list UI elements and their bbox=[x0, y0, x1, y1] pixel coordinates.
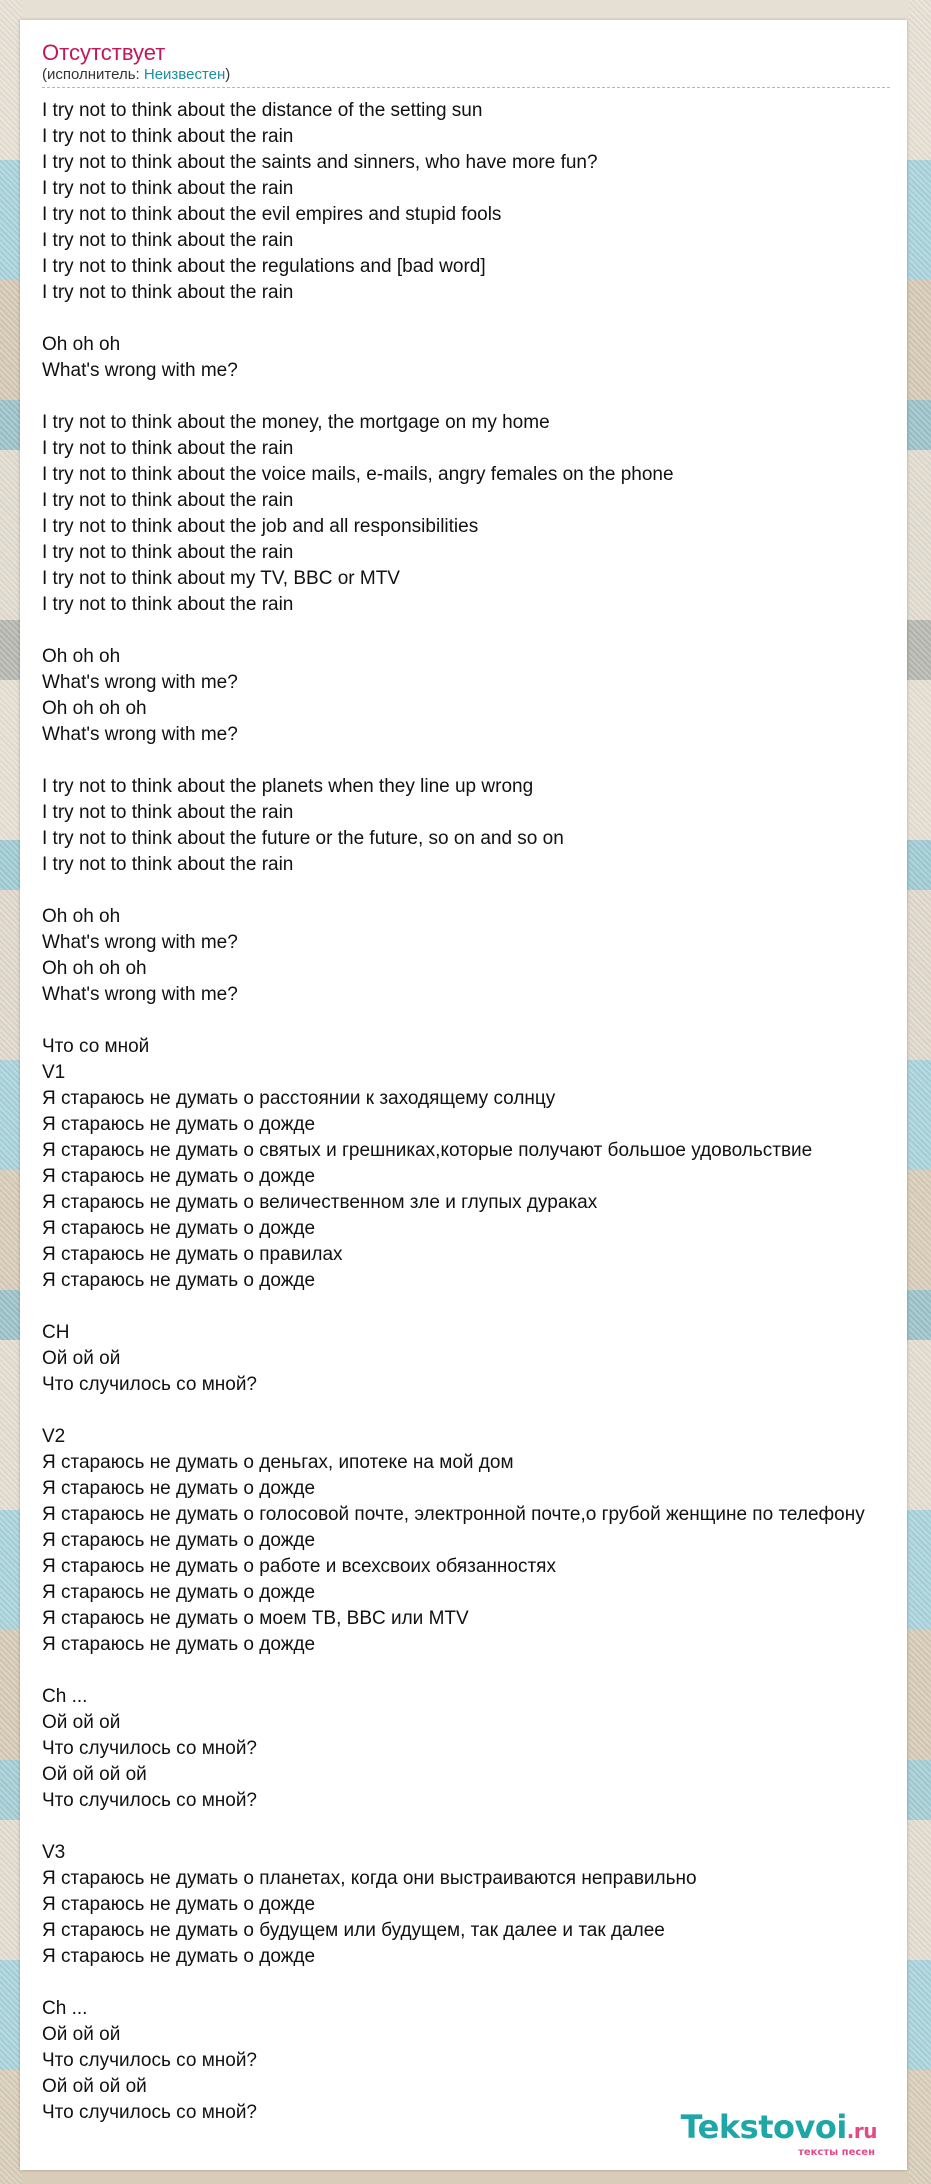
lyrics-line: Oh oh oh bbox=[42, 906, 121, 927]
lyrics-line: V3 bbox=[42, 1842, 66, 1863]
lyrics-line: Ch ... bbox=[42, 1998, 88, 2019]
lyrics-line: I try not to think about my TV, BBC or MTV bbox=[42, 568, 400, 589]
artist-line bbox=[42, 66, 890, 88]
lyrics-line: I try not to think about the rain bbox=[42, 542, 294, 563]
lyrics-line: Oh oh oh bbox=[42, 646, 121, 667]
lyrics-line: Я стараюсь не думать о дожде bbox=[42, 1478, 316, 1499]
lyrics-line: I try not to think about the rain bbox=[42, 282, 294, 303]
artist-prefix: (исполнитель: bbox=[42, 66, 144, 83]
lyrics-line: Я стараюсь не думать о дожде bbox=[42, 1530, 316, 1551]
lyrics-line: What's wrong with me? bbox=[42, 724, 238, 745]
lyrics-line: Я стараюсь не думать о дожде bbox=[42, 1166, 316, 1187]
lyrics-line: Ой ой ой ой bbox=[42, 1764, 147, 1785]
lyrics-line: I try not to think about the regulations and [bad word] bbox=[42, 256, 486, 277]
lyrics-line: Я стараюсь не думать о дожде bbox=[42, 1582, 316, 1603]
lyrics-line: I try not to think about the rain bbox=[42, 230, 294, 251]
lyrics-line: Я стараюсь не думать о работе и всехсвоих обязанностях bbox=[42, 1556, 556, 1577]
lyrics-line: I try not to think about the planets when they line up wrong bbox=[42, 776, 534, 797]
lyrics-line: What's wrong with me? bbox=[42, 672, 238, 693]
lyrics-line: Ой ой ой bbox=[42, 1348, 121, 1369]
lyrics-line: Oh oh oh oh bbox=[42, 698, 147, 719]
lyrics-line: I try not to think about the rain bbox=[42, 438, 294, 459]
lyrics-line: Я стараюсь не думать о величественном зле и глупых дураках bbox=[42, 1192, 598, 1213]
lyrics-line: Что случилось со мной? bbox=[42, 1738, 258, 1759]
artist-suffix: ) bbox=[225, 66, 231, 83]
lyrics-line: Я стараюсь не думать о святых и грешниках,которые получают большое удовольствие bbox=[42, 1140, 813, 1161]
lyrics-blank-line bbox=[42, 384, 912, 410]
lyrics-line: Что случилось со мной? bbox=[42, 1374, 258, 1395]
lyrics-line: Я стараюсь не думать о планетах, когда они выстраиваются неправильно bbox=[42, 1868, 697, 1889]
lyrics-line: V2 bbox=[42, 1426, 66, 1447]
lyrics-line: Я стараюсь не думать о дожде bbox=[42, 1114, 316, 1135]
lyrics-line: Ой ой ой bbox=[42, 1712, 121, 1733]
lyrics-line: Я стараюсь не думать о расстоянии к заходящему солнцу bbox=[42, 1088, 556, 1109]
lyrics-blank-line bbox=[42, 1970, 912, 1996]
lyrics-line: Oh oh oh oh bbox=[42, 958, 147, 979]
logo-main-text: Tekstovoi bbox=[680, 2108, 847, 2146]
lyrics-line: Что со мной bbox=[42, 1036, 150, 1057]
lyrics-line: Я стараюсь не думать о дожде bbox=[42, 1946, 316, 1967]
lyrics-line: What's wrong with me? bbox=[42, 360, 238, 381]
lyrics-line: Я стараюсь не думать о дожде bbox=[42, 1270, 316, 1291]
lyrics-line: I try not to think about the rain bbox=[42, 126, 294, 147]
lyrics-text bbox=[42, 98, 912, 2126]
lyrics-line: V1 bbox=[42, 1062, 66, 1083]
lyrics-line: I try not to think about the saints and sinners, who have more fun? bbox=[42, 152, 598, 173]
lyrics-blank-line bbox=[42, 1294, 912, 1320]
lyrics-line: I try not to think about the job and all responsibilities bbox=[42, 516, 479, 537]
lyrics-line: I try not to think about the rain bbox=[42, 854, 294, 875]
background-left-texture bbox=[0, 0, 22, 2184]
lyrics-line: I try not to think about the distance of the setting sun bbox=[42, 100, 483, 121]
lyrics-line: Что случилось со мной? bbox=[42, 2050, 258, 2071]
lyrics-line: Ой ой ой bbox=[42, 2024, 121, 2045]
lyrics-line: Я стараюсь не думать о дожде bbox=[42, 1634, 316, 1655]
site-logo[interactable] bbox=[667, 2110, 877, 2156]
lyrics-line: I try not to think about the voice mails, e-mails, angry females on the phone bbox=[42, 464, 674, 485]
lyrics-line: CH bbox=[42, 1322, 70, 1343]
lyrics-line: I try not to think about the rain bbox=[42, 178, 294, 199]
lyrics-line: Я стараюсь не думать о дожде bbox=[42, 1894, 316, 1915]
lyrics-line: I try not to think about the money, the mortgage on my home bbox=[42, 412, 550, 433]
lyrics-line: I try not to think about the rain bbox=[42, 594, 294, 615]
lyrics-line: Oh oh oh bbox=[42, 334, 121, 355]
lyrics-blank-line bbox=[42, 1814, 912, 1840]
lyrics-blank-line bbox=[42, 1008, 912, 1034]
lyrics-card-content bbox=[42, 40, 912, 2126]
lyrics-line: I try not to think about the future or the future, so on and so on bbox=[42, 828, 564, 849]
lyrics-blank-line bbox=[42, 748, 912, 774]
lyrics-line: Что случилось со мной? bbox=[42, 1790, 258, 1811]
lyrics-line: I try not to think about the evil empires and stupid fools bbox=[42, 204, 502, 225]
logo-subtitle: тексты песен bbox=[798, 2147, 875, 2158]
song-title: Отсутствует bbox=[42, 40, 166, 65]
lyrics-line: Что случилось со мной? bbox=[42, 2102, 258, 2123]
lyrics-blank-line bbox=[42, 306, 912, 332]
logo-suffix: .ru bbox=[846, 2119, 877, 2143]
lyrics-line: Я стараюсь не думать о голосовой почте, электронной почте,о грубой женщине по телефону bbox=[42, 1504, 865, 1525]
lyrics-line: Я стараюсь не думать о моем ТВ, BBC или MTV bbox=[42, 1608, 469, 1629]
lyrics-line: Ch ... bbox=[42, 1686, 88, 1707]
background-right-texture bbox=[909, 0, 931, 2184]
lyrics-line: Я стараюсь не думать о правилах bbox=[42, 1244, 343, 1265]
lyrics-line: Я стараюсь не думать о деньгах, ипотеке на мой дом bbox=[42, 1452, 514, 1473]
lyrics-line: What's wrong with me? bbox=[42, 984, 238, 1005]
lyrics-blank-line bbox=[42, 878, 912, 904]
lyrics-line: Я стараюсь не думать о будущем или будущем, так далее и так далее bbox=[42, 1920, 665, 1941]
lyrics-blank-line bbox=[42, 1398, 912, 1424]
lyrics-line: Ой ой ой ой bbox=[42, 2076, 147, 2097]
lyrics-line: Я стараюсь не думать о дожде bbox=[42, 1218, 316, 1239]
lyrics-card bbox=[20, 20, 907, 2170]
artist-link[interactable]: Неизвестен bbox=[143, 66, 226, 83]
lyrics-blank-line bbox=[42, 618, 912, 644]
lyrics-line: I try not to think about the rain bbox=[42, 802, 294, 823]
lyrics-blank-line bbox=[42, 1658, 912, 1684]
logo-wordmark bbox=[667, 2110, 877, 2148]
lyrics-line: I try not to think about the rain bbox=[42, 490, 294, 511]
lyrics-line: What's wrong with me? bbox=[42, 932, 238, 953]
